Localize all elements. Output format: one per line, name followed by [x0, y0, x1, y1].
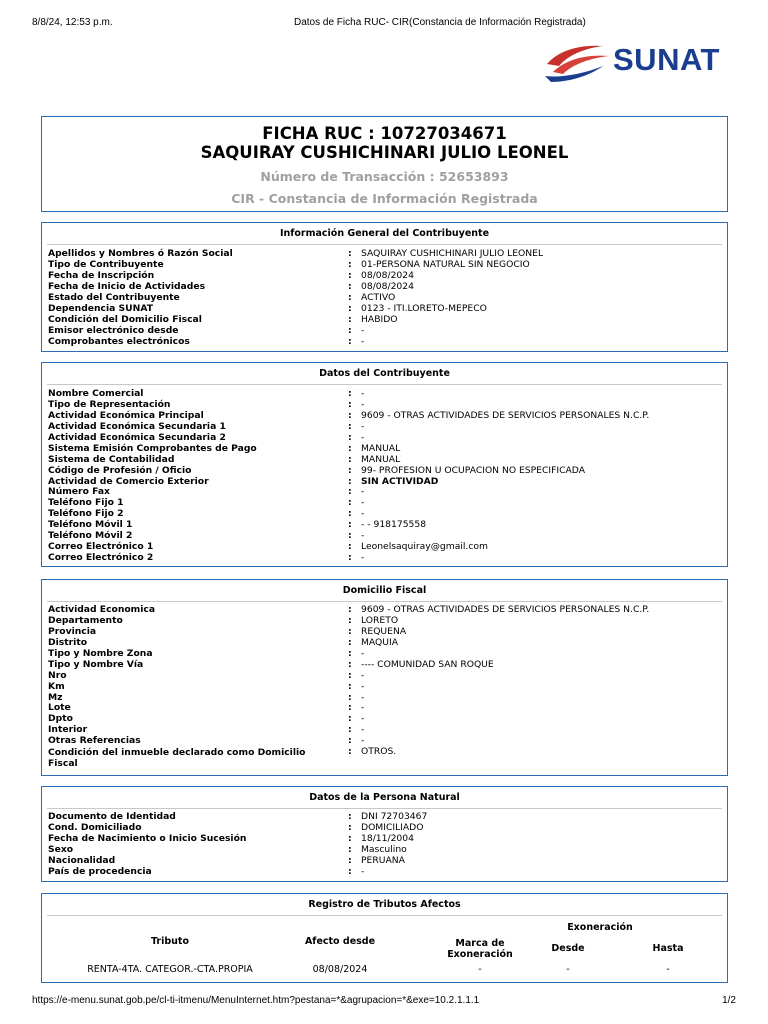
field-label: Código de Profesión / Oficio [48, 464, 192, 476]
field-label: Emisor electrónico desde [48, 324, 179, 336]
field-label: Comprobantes electrónicos [48, 335, 190, 347]
sunat-logo-emblem [543, 38, 613, 84]
tributos-table [50, 894, 719, 982]
field-value: 01-PERSONA NATURAL SIN NEGOCIO [361, 258, 530, 270]
field-row [48, 466, 721, 477]
field-label: Correo Electrónico 1 [48, 541, 154, 553]
field-value: LORETO [361, 614, 399, 626]
field-label: Actividad Económica Secundaria 2 [48, 431, 226, 443]
field-value: - [361, 324, 365, 336]
field-label: Fecha de Inicio de Actividades [48, 280, 206, 292]
field-value: Leonelsaquiray@gmail.com [361, 541, 488, 553]
field-separator: : [348, 497, 352, 509]
field-row [48, 455, 721, 466]
col-marca-exoneracion: Marca de Exoneración [447, 938, 513, 960]
cell-marca: - [478, 964, 482, 975]
field-label: Fecha de Inscripción [48, 269, 155, 281]
field-value: - [361, 691, 365, 703]
field-row [48, 682, 721, 693]
taxpayer-name: SAQUIRAY CUSHICHINARI JULIO LEONEL [200, 143, 569, 162]
field-label: Actividad de Comercio Exterior [48, 475, 209, 487]
field-row [48, 671, 721, 682]
col-exoneracion: Exoneración [567, 922, 633, 933]
field-label: Número Fax [48, 486, 110, 498]
field-separator: : [348, 420, 352, 432]
field-label: Teléfono Fijo 2 [48, 508, 124, 520]
field-label: Nombre Comercial [48, 388, 144, 399]
field-value: 08/08/2024 [361, 280, 414, 292]
field-label: Provincia [48, 625, 97, 637]
field-label: Cond. Domiciliado [48, 821, 142, 833]
cell-hasta: - [666, 964, 670, 975]
field-label: Teléfono Móvil 2 [48, 530, 133, 542]
section-title: Domicilio Fiscal [342, 585, 427, 596]
field-row [48, 867, 721, 878]
field-label: Tipo y Nombre Vía [48, 658, 144, 670]
cell-tributo: RENTA-4TA. CATEGOR.-CTA.PROPIA [87, 964, 253, 975]
field-separator: : [348, 658, 352, 670]
field-separator: : [348, 625, 352, 637]
field-value: OTROS. [361, 746, 397, 758]
field-value: Masculino [361, 843, 407, 855]
field-label: Nro [48, 669, 67, 681]
field-label: Actividad Económica Secundaria 1 [48, 420, 226, 432]
cir-subtitle: CIR - Constancia de Información Registrada [231, 191, 538, 206]
field-separator: : [348, 735, 352, 747]
field-value: SIN ACTIVIDAD [361, 475, 439, 487]
field-value: SAQUIRAY CUSHICHINARI JULIO LEONEL [361, 248, 544, 259]
sunat-logo-text: SUNAT [613, 42, 720, 77]
field-separator: : [348, 669, 352, 681]
section-title: Información General del Contribuyente [279, 228, 490, 239]
field-value: - [361, 713, 365, 725]
field-label: Actividad Economica [48, 604, 156, 615]
field-separator: : [348, 832, 352, 844]
field-value: 9609 - OTRAS ACTIVIDADES DE SERVICIOS PERSONALES N.C.P. [361, 409, 650, 421]
field-value: - [361, 335, 365, 347]
field-label: Tipo y Nombre Zona [48, 647, 153, 659]
field-label: Actividad Económica Principal [48, 409, 204, 421]
field-value: 0123 - ITI.LORETO-MEPECO [361, 302, 487, 314]
field-value: REQUENA [361, 625, 407, 637]
col-hasta: Hasta [652, 943, 684, 954]
field-separator: : [348, 398, 352, 410]
field-value: - [361, 388, 365, 399]
field-label: Condición del inmueble declarado como Domicilio Fiscal [48, 747, 306, 770]
field-separator: : [348, 453, 352, 465]
field-value: ---- COMUNIDAD SAN ROQUE [361, 658, 494, 670]
field-separator: : [348, 519, 352, 531]
rows [48, 605, 721, 769]
field-separator: : [348, 258, 352, 270]
field-value: MANUAL [361, 453, 401, 465]
field-value: DNI 72703467 [361, 811, 428, 822]
print-timestamp: 8/8/24, 12:53 p.m. [32, 17, 113, 28]
field-separator: : [348, 464, 352, 476]
field-label: Dpto [48, 713, 73, 725]
divider [47, 808, 722, 809]
field-separator: : [348, 713, 352, 725]
sunat-logo [543, 38, 727, 84]
field-row [48, 725, 721, 736]
field-row [48, 693, 721, 704]
field-row [48, 477, 721, 488]
field-value: - [361, 420, 365, 432]
field-value: MAQUIA [361, 636, 399, 648]
field-row [48, 487, 721, 498]
field-label: Sistema de Contabilidad [48, 453, 175, 465]
field-label: Estado del Contribuyente [48, 291, 180, 303]
field-label: Nacionalidad [48, 854, 116, 866]
field-separator: : [348, 680, 352, 692]
footer-url: https://e-menu.sunat.gob.pe/cl-ti-itmenu/MenuInternet.htm?pestana=*&agrupacion=*&exe=10.2.1.1.1 [32, 995, 480, 1006]
field-separator: : [348, 431, 352, 443]
section-tributos [41, 893, 728, 983]
field-value: 99- PROFESION U OCUPACION NO ESPECIFICADA [361, 464, 586, 476]
field-separator: : [348, 647, 352, 659]
cell-desde: - [566, 964, 570, 975]
field-separator: : [348, 302, 352, 314]
divider [47, 601, 722, 602]
field-value: - [361, 647, 365, 659]
field-row [48, 714, 721, 725]
field-label: Documento de Identidad [48, 811, 176, 822]
field-separator: : [348, 614, 352, 626]
field-value: 18/11/2004 [361, 832, 414, 844]
field-value: MANUAL [361, 442, 401, 454]
field-row [48, 660, 721, 671]
field-separator: : [348, 248, 352, 259]
field-separator: : [348, 636, 352, 648]
field-row [48, 703, 721, 714]
field-separator: : [348, 821, 352, 833]
field-label: Km [48, 680, 65, 692]
field-value: - [361, 669, 365, 681]
field-value: - [361, 702, 365, 714]
field-separator: : [348, 388, 352, 399]
section-title: Datos del Contribuyente [319, 368, 450, 379]
field-label: Departamento [48, 614, 123, 626]
field-label: Mz [48, 691, 63, 703]
field-row [48, 315, 721, 326]
field-value: 08/08/2024 [361, 269, 414, 281]
ficha-header [41, 116, 728, 212]
field-label: Condición del Domicilio Fiscal [48, 313, 202, 325]
field-label: Dependencia SUNAT [48, 302, 153, 314]
field-value: HABIDO [361, 313, 398, 325]
field-row [48, 337, 721, 348]
field-value: - [361, 398, 365, 410]
field-separator: : [348, 691, 352, 703]
divider [47, 244, 722, 245]
field-label: Interior [48, 724, 88, 736]
field-separator: : [348, 335, 352, 347]
field-separator: : [348, 324, 352, 336]
field-value: - - 918175558 [361, 519, 427, 531]
field-value: - [361, 508, 365, 520]
field-separator: : [348, 475, 352, 487]
field-separator: : [348, 313, 352, 325]
section-persona-natural [41, 786, 728, 882]
field-value: - [361, 552, 365, 564]
field-separator: : [348, 486, 352, 498]
field-value: DOMICILIADO [361, 821, 424, 833]
field-value: PERUANA [361, 854, 405, 866]
divider [47, 384, 722, 385]
section-title: Registro de Tributos Afectos [308, 899, 461, 910]
field-separator: : [348, 541, 352, 553]
field-value: - [361, 724, 365, 736]
field-separator: : [348, 843, 352, 855]
field-separator: : [348, 280, 352, 292]
field-label: Sexo [48, 843, 74, 855]
ficha-ruc-title: FICHA RUC : 10727034671 [262, 124, 507, 143]
field-separator: : [348, 702, 352, 714]
rows [48, 389, 721, 564]
field-separator: : [348, 865, 352, 877]
field-label: Teléfono Fijo 1 [48, 497, 124, 509]
field-label: Tipo de Contribuyente [48, 258, 164, 270]
field-row [48, 747, 721, 769]
field-label: Tipo de Representación [48, 398, 171, 410]
field-label: Apellidos y Nombres ó Razón Social [48, 248, 233, 259]
field-value: - [361, 530, 365, 542]
field-label: Distrito [48, 636, 88, 648]
field-label: Teléfono Móvil 1 [48, 519, 133, 531]
field-label: Lote [48, 702, 71, 714]
field-separator: : [348, 724, 352, 736]
field-row [48, 520, 721, 531]
field-row [48, 326, 721, 337]
field-value: 9609 - OTRAS ACTIVIDADES DE SERVICIOS PERSONALES N.C.P. [361, 604, 650, 615]
page-number: 1/2 [722, 995, 736, 1006]
rows [48, 812, 721, 878]
cell-afecto: 08/08/2024 [312, 964, 368, 975]
field-value: - [361, 865, 365, 877]
field-separator: : [348, 746, 352, 758]
field-separator: : [348, 854, 352, 866]
field-separator: : [348, 269, 352, 281]
print-page-title: Datos de Ficha RUC- CIR(Constancia de Información Registrada) [294, 17, 586, 28]
field-label: Otras Referencias [48, 735, 141, 747]
col-desde: Desde [551, 943, 585, 954]
field-value: - [361, 680, 365, 692]
section-info-general [41, 222, 728, 352]
field-separator: : [348, 530, 352, 542]
field-separator: : [348, 409, 352, 421]
transaction-number: Número de Transacción : 52653893 [260, 169, 509, 184]
field-separator: : [348, 552, 352, 564]
rows [48, 249, 721, 347]
field-row [48, 553, 721, 564]
field-label: Sistema Emisión Comprobantes de Pago [48, 442, 257, 454]
field-value: - [361, 486, 365, 498]
field-separator: : [348, 291, 352, 303]
section-domicilio-fiscal [41, 579, 728, 776]
field-separator: : [348, 508, 352, 520]
field-row [48, 304, 721, 315]
field-label: Fecha de Nacimiento o Inicio Sucesión [48, 832, 247, 844]
field-separator: : [348, 442, 352, 454]
col-tributo: Tributo [150, 936, 189, 947]
field-separator: : [348, 604, 352, 615]
field-label: Correo Electrónico 2 [48, 552, 154, 564]
field-separator: : [348, 811, 352, 822]
field-row [48, 498, 721, 509]
section-title: Datos de la Persona Natural [309, 792, 460, 803]
field-value: - [361, 497, 365, 509]
field-label: País de procedencia [48, 865, 152, 877]
section-datos-contribuyente [41, 362, 728, 567]
field-row [48, 444, 721, 455]
field-value: ACTIVO [361, 291, 396, 303]
field-value: - [361, 431, 365, 443]
col-afecto-desde: Afecto desde [304, 936, 376, 947]
field-value: - [361, 735, 365, 747]
